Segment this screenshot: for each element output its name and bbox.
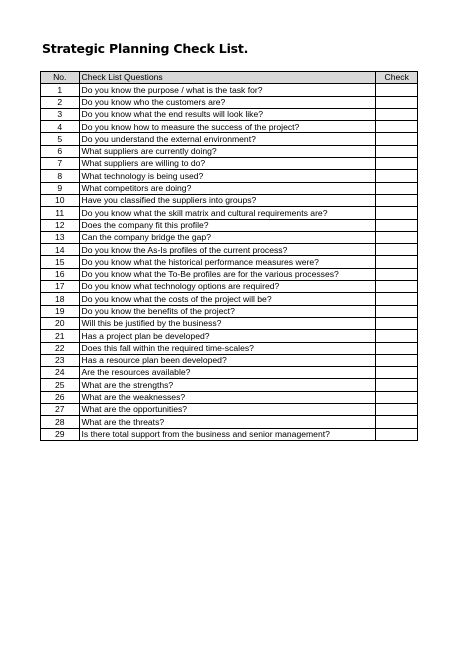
page-title: Strategic Planning Check List.: [42, 41, 249, 56]
row-question: Do you know what technology options are required?: [79, 281, 376, 293]
header-check: Check: [376, 72, 418, 84]
row-number: 1: [41, 84, 80, 96]
header-question: Check List Questions: [79, 72, 376, 84]
table-row: [41, 391, 418, 403]
row-check-cell[interactable]: [376, 281, 418, 293]
row-question: What are the opportunities?: [79, 404, 376, 416]
row-number: 9: [41, 182, 80, 194]
row-check-cell[interactable]: [376, 330, 418, 342]
row-number: 13: [41, 231, 80, 243]
row-question: What are the strengths?: [79, 379, 376, 391]
row-number: 20: [41, 317, 80, 329]
row-question: Has a project plan be developed?: [79, 330, 376, 342]
table-row: [41, 379, 418, 391]
table-row: [41, 194, 418, 206]
row-check-cell[interactable]: [376, 416, 418, 428]
row-question: Will this be justified by the business?: [79, 317, 376, 329]
table-row: [41, 416, 418, 428]
row-question: Is there total support from the business and senior management?: [79, 428, 376, 440]
table-row: [41, 317, 418, 329]
header-row: [41, 72, 418, 84]
row-check-cell[interactable]: [376, 231, 418, 243]
row-number: 23: [41, 354, 80, 366]
row-question: Have you classified the suppliers into groups?: [79, 194, 376, 206]
row-check-cell[interactable]: [376, 219, 418, 231]
row-question: What are the threats?: [79, 416, 376, 428]
row-check-cell[interactable]: [376, 158, 418, 170]
row-question: What suppliers are currently doing?: [79, 145, 376, 157]
row-check-cell[interactable]: [376, 293, 418, 305]
table-row: [41, 293, 418, 305]
table-row: [41, 96, 418, 108]
row-number: 18: [41, 293, 80, 305]
row-check-cell[interactable]: [376, 342, 418, 354]
row-check-cell[interactable]: [376, 354, 418, 366]
row-check-cell[interactable]: [376, 256, 418, 268]
row-number: 24: [41, 367, 80, 379]
row-check-cell[interactable]: [376, 391, 418, 403]
row-check-cell[interactable]: [376, 96, 418, 108]
row-check-cell[interactable]: [376, 133, 418, 145]
row-question: What are the weaknesses?: [79, 391, 376, 403]
table-row: [41, 219, 418, 231]
row-check-cell[interactable]: [376, 244, 418, 256]
row-check-cell[interactable]: [376, 404, 418, 416]
row-check-cell[interactable]: [376, 268, 418, 280]
table-row: [41, 367, 418, 379]
table-row: [41, 108, 418, 120]
row-check-cell[interactable]: [376, 194, 418, 206]
row-check-cell[interactable]: [376, 428, 418, 440]
row-question: Does this fall within the required time-scales?: [79, 342, 376, 354]
row-question: Do you understand the external environment?: [79, 133, 376, 145]
row-number: 2: [41, 96, 80, 108]
row-number: 21: [41, 330, 80, 342]
row-check-cell[interactable]: [376, 379, 418, 391]
table-row: [41, 170, 418, 182]
row-number: 14: [41, 244, 80, 256]
row-number: 22: [41, 342, 80, 354]
row-question: Has a resource plan been developed?: [79, 354, 376, 366]
row-question: Do you know what the end results will look like?: [79, 108, 376, 120]
table-row: [41, 342, 418, 354]
checklist-body: [41, 84, 418, 441]
header-no: No.: [41, 72, 80, 84]
row-number: 26: [41, 391, 80, 403]
row-number: 3: [41, 108, 80, 120]
row-question: Are the resources available?: [79, 367, 376, 379]
row-number: 4: [41, 121, 80, 133]
row-question: Do you know who the customers are?: [79, 96, 376, 108]
row-question: Do you know what the skill matrix and cultural requirements are?: [79, 207, 376, 219]
row-check-cell[interactable]: [376, 317, 418, 329]
row-question: Do you know what the historical performance measures were?: [79, 256, 376, 268]
row-number: 16: [41, 268, 80, 280]
row-check-cell[interactable]: [376, 108, 418, 120]
row-number: 17: [41, 281, 80, 293]
table-row: [41, 207, 418, 219]
row-number: 7: [41, 158, 80, 170]
checklist-table: [40, 71, 418, 441]
row-check-cell[interactable]: [376, 145, 418, 157]
table-row: [41, 268, 418, 280]
table-row: [41, 281, 418, 293]
row-number: 25: [41, 379, 80, 391]
table-row: [41, 256, 418, 268]
row-question: Do you know what the costs of the project will be?: [79, 293, 376, 305]
table-row: [41, 133, 418, 145]
table-row: [41, 231, 418, 243]
row-number: 10: [41, 194, 80, 206]
table-row: [41, 121, 418, 133]
table-row: [41, 244, 418, 256]
table-row: [41, 158, 418, 170]
row-question: Do you know the As-Is profiles of the current process?: [79, 244, 376, 256]
row-question: What competitors are doing?: [79, 182, 376, 194]
row-number: 15: [41, 256, 80, 268]
table-row: [41, 84, 418, 96]
row-question: Do you know the purpose / what is the task for?: [79, 84, 376, 96]
table-row: [41, 428, 418, 440]
row-question: Do you know what the To-Be profiles are for the various processes?: [79, 268, 376, 280]
row-question: Does the company fit this profile?: [79, 219, 376, 231]
row-check-cell[interactable]: [376, 182, 418, 194]
row-check-cell[interactable]: [376, 207, 418, 219]
row-number: 8: [41, 170, 80, 182]
checklist-header: [41, 72, 418, 84]
row-check-cell[interactable]: [376, 121, 418, 133]
row-number: 6: [41, 145, 80, 157]
table-row: [41, 182, 418, 194]
row-check-cell[interactable]: [376, 84, 418, 96]
table-row: [41, 145, 418, 157]
table-row: [41, 330, 418, 342]
row-number: 12: [41, 219, 80, 231]
row-question: What technology is being used?: [79, 170, 376, 182]
table-row: [41, 354, 418, 366]
row-number: 27: [41, 404, 80, 416]
row-number: 5: [41, 133, 80, 145]
row-question: What suppliers are willing to do?: [79, 158, 376, 170]
row-check-cell[interactable]: [376, 170, 418, 182]
table-row: [41, 305, 418, 317]
row-number: 19: [41, 305, 80, 317]
row-question: Do you know the benefits of the project?: [79, 305, 376, 317]
row-number: 11: [41, 207, 80, 219]
row-number: 29: [41, 428, 80, 440]
row-number: 28: [41, 416, 80, 428]
table-row: [41, 404, 418, 416]
row-question: Do you know how to measure the success of the project?: [79, 121, 376, 133]
row-check-cell[interactable]: [376, 367, 418, 379]
row-check-cell[interactable]: [376, 305, 418, 317]
row-question: Can the company bridge the gap?: [79, 231, 376, 243]
